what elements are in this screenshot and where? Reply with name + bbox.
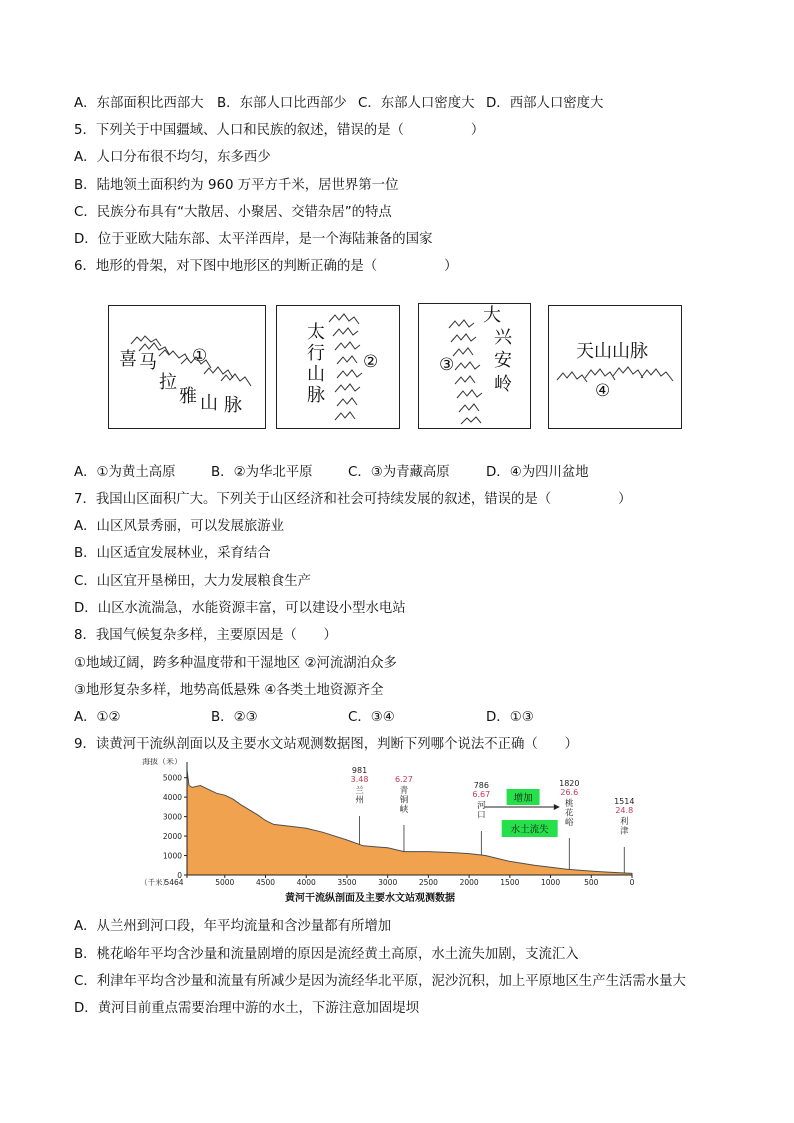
map-tianshan: [548, 305, 682, 429]
x-tick-label: 5464: [164, 878, 184, 887]
station-sediment: 26.6: [560, 788, 579, 797]
station-sediment: 6.67: [472, 790, 491, 799]
annotation-erosion: 水土流失: [510, 824, 549, 836]
station-sediment: 6.27: [395, 775, 413, 784]
annotation-arrow-head: [554, 804, 560, 810]
map3-char-1: 大: [483, 305, 501, 326]
y-tick-label: 2000: [162, 832, 182, 842]
station-name: 河口: [477, 801, 486, 821]
x-tick-label: 2000: [459, 878, 479, 887]
map1-number: ①: [192, 346, 208, 366]
map1-char-4: 雅: [179, 386, 197, 407]
chart-title: 黄河干流纵剖面及主要水文站观测数据: [285, 893, 455, 904]
mountain-range-icon: [277, 306, 400, 429]
q5-stem: 5．下列关于中国疆域、人口和民族的叙述，错误的是（ ）: [74, 123, 485, 138]
q5-option-d: D．位于亚欧大陆东部、太平洋西岸，是一个海陆兼备的国家: [74, 232, 433, 247]
q6-option-a: A．①为黄土高原: [74, 465, 176, 480]
station-name: 青铜峡: [399, 786, 409, 815]
q4-option-c: C．东部人口密度大: [358, 96, 475, 111]
station-flow: 1514: [614, 797, 635, 806]
q5-option-a: A．人口分布很不均匀，东多西少: [74, 150, 271, 165]
x-tick-label: 3000: [378, 878, 398, 887]
q7-option-a: A．山区风景秀丽，可以发展旅游业: [74, 519, 285, 534]
station-name: 桃花峪: [565, 799, 574, 828]
map1-char-5: 山: [200, 393, 218, 414]
map3-char-4: 岭: [494, 374, 512, 395]
yellow-river-profile-chart: [140, 758, 660, 908]
q8-statement-1: ①地域辽阔，跨多种温度带和干湿地区 ②河流湖泊众多: [74, 656, 397, 671]
map-taihang: [276, 305, 400, 429]
q9-option-d: D．黄河目前重点需要治理中游的水土，下游注意加固堤坝: [74, 1001, 420, 1016]
annotation-increase: 增加: [513, 793, 533, 804]
x-axis-label: （千米）: [140, 878, 170, 887]
q9-option-a: A．从兰州到河口段，年平均流量和含沙量都有所增加: [74, 919, 392, 934]
y-tick-label: 3000: [162, 812, 182, 822]
y-tick-label: 5000: [162, 773, 182, 783]
q6-options: [74, 464, 634, 482]
map2-char-4: 脉: [307, 385, 325, 406]
map1-char-6: 脉: [224, 395, 242, 416]
profile-svg: [140, 758, 660, 908]
q7-option-d: D．山区水流湍急，水能资源丰富，可以建设小型水电站: [74, 601, 406, 616]
station-name: 利津: [620, 817, 629, 837]
q7-stem: 7．我国山区面积广大。下列关于山区经济和社会可持续发展的叙述，错误的是（ ）: [74, 492, 632, 507]
map3-number: ③: [439, 355, 455, 375]
mountain-range-icon: [419, 304, 531, 429]
map4-number: ④: [595, 381, 611, 401]
q9-option-b: B．桃花峪年平均含沙量和流量剧增的原因是流经黄土高原，水土流失加剧，支流汇入: [74, 947, 579, 962]
x-tick-label: 500: [584, 878, 599, 887]
q4-option-b: B．东部人口比西部少: [217, 96, 347, 111]
q8-option-d: D．①③: [486, 710, 534, 725]
map4-label: 天山山脉: [576, 341, 648, 362]
y-tick-label: 0: [177, 871, 182, 880]
y-tick-label: 4000: [162, 793, 182, 803]
q7-option-b: B．山区适宜发展林业，采育结合: [74, 546, 271, 561]
q8-stem: 8．我国气候复杂多样，主要原因是（ ）: [74, 628, 337, 643]
q5-option-c: C．民族分布具有“大散居、小聚居、交错杂居”的特点: [74, 205, 392, 220]
x-tick-label: 0: [629, 878, 635, 887]
station-sediment: 24.8: [615, 806, 634, 815]
map1-char-1: 喜: [119, 349, 137, 370]
map2-char-2: 行: [307, 343, 325, 364]
q8-option-c: C．③④: [348, 710, 395, 725]
map2-char-3: 山: [307, 364, 325, 385]
q6-option-d: D．④为四川盆地: [486, 465, 589, 480]
station-flow: 1820: [559, 779, 580, 788]
map1-char-3: 拉: [159, 372, 177, 393]
q4-option-d: D．西部人口密度大: [486, 96, 604, 111]
q6-option-c: C．③为青藏高原: [348, 465, 450, 480]
x-tick-label: 2500: [418, 878, 438, 887]
map2-number: ②: [363, 352, 379, 372]
map1-char-2: 马: [139, 352, 157, 373]
x-tick-label: 3500: [337, 878, 357, 887]
q9-stem: 9．读黄河干流纵剖面以及主要水文站观测数据图，判断下列哪个说法不正确（ ）: [74, 737, 578, 752]
map3-char-3: 安: [494, 350, 512, 371]
q8-options: [74, 709, 634, 727]
station-flow: 786: [473, 781, 489, 790]
q4-options: [74, 95, 634, 113]
map2-char-1: 太: [307, 322, 325, 343]
x-tick-label: 4500: [255, 878, 276, 887]
x-tick-label: 1500: [500, 878, 520, 887]
q8-option-b: B．②③: [211, 710, 258, 725]
q6-stem: 6．地形的骨架，对下图中地形区的判断正确的是（ ）: [74, 259, 458, 274]
x-tick-label: 4000: [296, 878, 316, 887]
q8-option-a: A．①②: [74, 710, 121, 725]
station-flow: 981: [351, 766, 368, 775]
station-sediment: 3.48: [350, 775, 369, 784]
q5-option-b: B．陆地领土面积约为 960 万平方千米，居世界第一位: [74, 178, 399, 193]
q4-option-a: A．东部面积比西部大: [74, 96, 204, 111]
x-tick-label: 5000: [215, 878, 235, 887]
q9-option-c: C．利津年平均含沙量和流量有所减少是因为流经华北平原，泥沙沉积，加上平原地区生产生活需水量大: [74, 974, 686, 989]
q8-statement-2: ③地形复杂多样，地势高低悬殊 ④各类土地资源齐全: [74, 683, 384, 698]
map-daxinganling: [418, 303, 531, 429]
y-axis-label: 海拔（米）: [142, 758, 182, 766]
q7-option-c: C．山区宜开垦梯田，大力发展粮食生产: [74, 574, 311, 589]
map3-char-2: 兴: [494, 327, 512, 348]
station-name: 兰州: [355, 786, 364, 806]
x-tick-label: 1000: [541, 878, 561, 887]
y-tick-label: 1000: [162, 851, 182, 861]
map-himalaya: [108, 305, 266, 429]
mountain-range-icon: [549, 306, 682, 429]
q6-option-b: B．②为华北平原: [211, 465, 313, 480]
